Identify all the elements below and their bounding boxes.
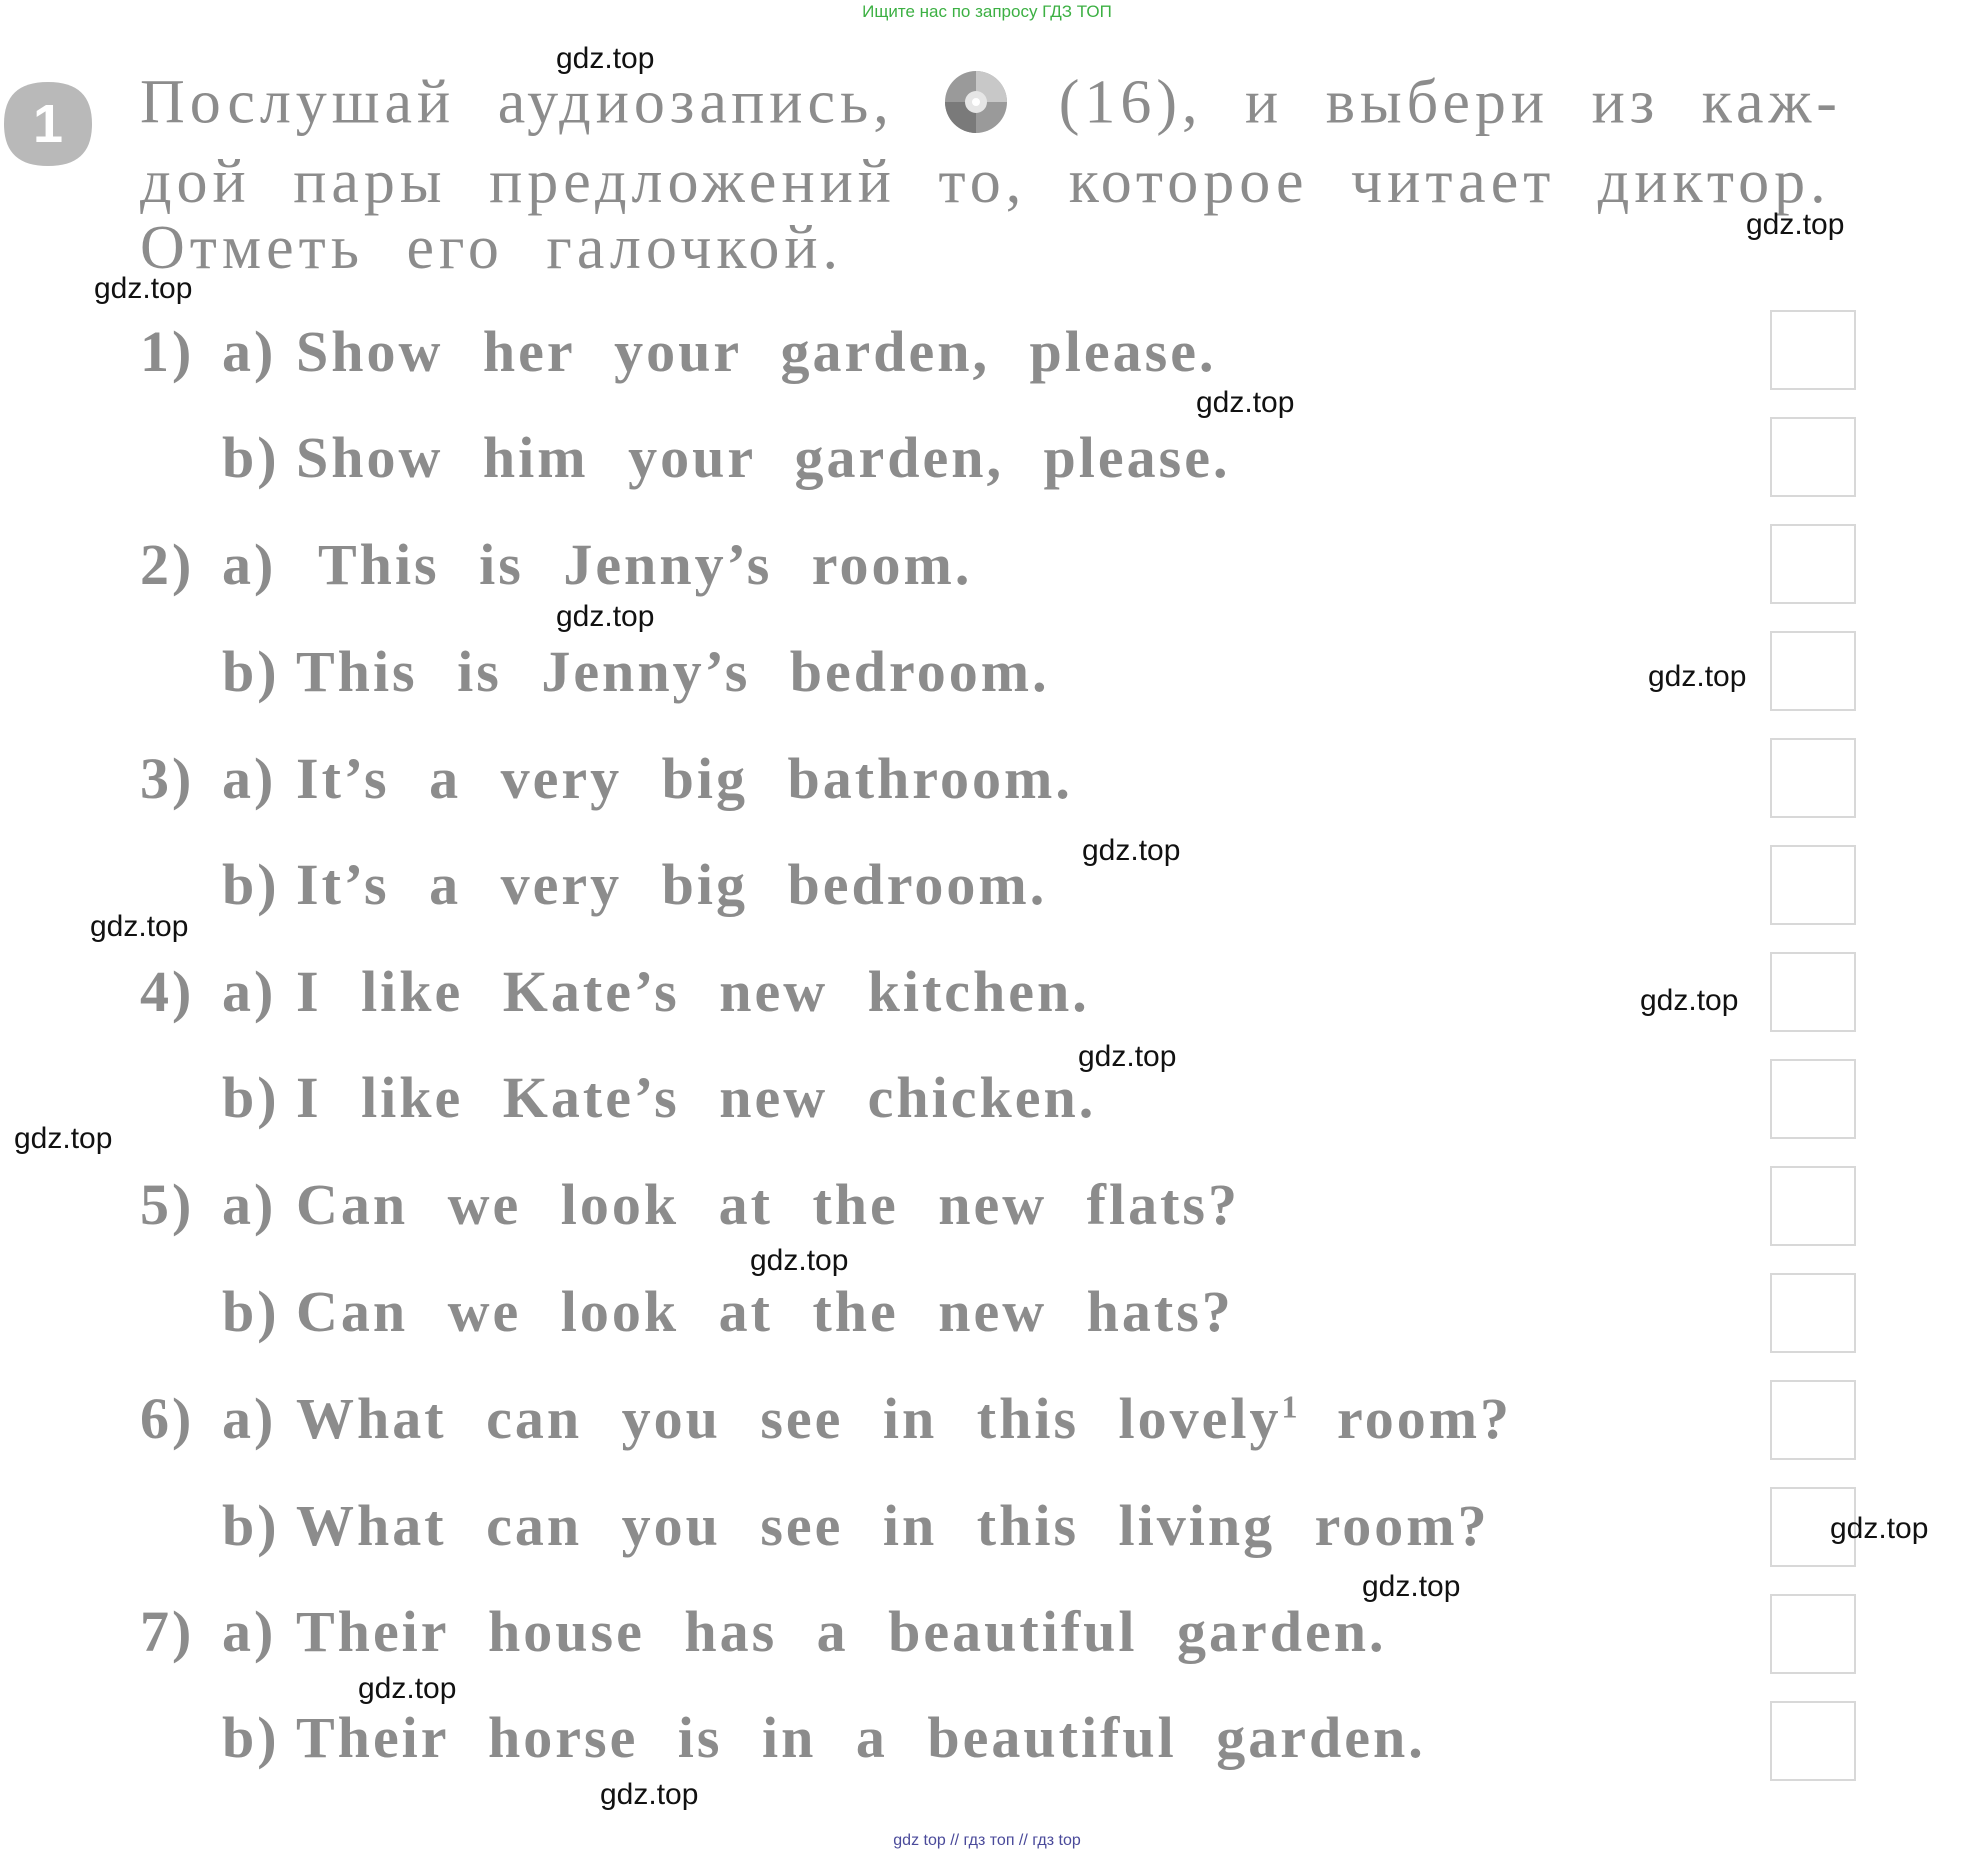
cd-disc-icon bbox=[942, 68, 1010, 149]
list-item bbox=[0, 1704, 1974, 1794]
watermark: gdz.top bbox=[556, 42, 655, 75]
item-number: 3) bbox=[140, 746, 195, 811]
list-item bbox=[0, 1492, 1974, 1582]
item-letter: a) bbox=[222, 319, 277, 384]
item-sentence: Show her your garden, please. bbox=[296, 319, 1217, 384]
answer-checkbox-5a[interactable] bbox=[1770, 1166, 1856, 1246]
task-number-badge-shape bbox=[0, 76, 96, 172]
list-item bbox=[0, 318, 1974, 408]
item-sentence bbox=[296, 1385, 1512, 1452]
task-number-badge bbox=[0, 76, 96, 172]
watermark: gdz.top bbox=[1746, 208, 1845, 241]
item-letter: b) bbox=[222, 425, 280, 490]
list-item bbox=[0, 851, 1974, 941]
answer-checkbox-3a[interactable] bbox=[1770, 738, 1856, 818]
item-sentence: I like Kate’s new kitchen. bbox=[296, 959, 1090, 1024]
instruction-text-1b: (16), и выбери из каж- bbox=[1058, 68, 1842, 137]
item-sentence-main: What can you see in this lovely bbox=[296, 1386, 1282, 1451]
item-number: 5) bbox=[140, 1172, 195, 1237]
instruction-text-1a: Послушай аудиозапись, bbox=[140, 68, 894, 137]
answer-checkbox-2b[interactable] bbox=[1770, 631, 1856, 711]
item-sentence: What can you see in this living room? bbox=[296, 1493, 1490, 1558]
list-item bbox=[0, 424, 1974, 514]
item-letter: b) bbox=[222, 852, 280, 917]
item-sentence: Can we look at the new hats? bbox=[296, 1279, 1234, 1344]
item-number: 4) bbox=[140, 959, 195, 1024]
instruction-line-3: Отметь его галочкой. bbox=[140, 214, 844, 282]
item-sentence: Their house has a beautiful garden. bbox=[296, 1599, 1387, 1664]
answer-checkbox-7b[interactable] bbox=[1770, 1701, 1856, 1781]
footnote-marker: 1 bbox=[1281, 1388, 1298, 1425]
list-item bbox=[0, 1598, 1974, 1688]
item-sentence: Can we look at the new flats? bbox=[296, 1172, 1240, 1237]
watermark: gdz.top bbox=[90, 910, 189, 943]
watermark: gdz.top bbox=[750, 1244, 849, 1277]
instruction-line-1 bbox=[140, 68, 1940, 149]
answer-checkbox-6a[interactable] bbox=[1770, 1380, 1856, 1460]
answer-checkbox-2a[interactable] bbox=[1770, 524, 1856, 604]
watermark: gdz.top bbox=[1196, 386, 1295, 419]
answer-checkbox-7a[interactable] bbox=[1770, 1594, 1856, 1674]
item-sentence: Their horse is in a beautiful garden. bbox=[296, 1705, 1426, 1770]
item-letter: a) bbox=[222, 1599, 277, 1664]
item-letter: b) bbox=[222, 1705, 280, 1770]
watermark: gdz.top bbox=[1078, 1040, 1177, 1073]
instruction-line-2: дой пары предложений то, которое читает диктор. bbox=[140, 148, 1831, 216]
list-item bbox=[0, 745, 1974, 835]
item-letter: b) bbox=[222, 639, 280, 704]
item-sentence: Show him your garden, please. bbox=[296, 425, 1231, 490]
item-letter: a) bbox=[222, 532, 277, 597]
watermark: gdz.top bbox=[358, 1672, 457, 1705]
answer-checkbox-3b[interactable] bbox=[1770, 845, 1856, 925]
item-letter: b) bbox=[222, 1065, 280, 1130]
item-number: 1) bbox=[140, 319, 195, 384]
answer-checkbox-1b[interactable] bbox=[1770, 417, 1856, 497]
answer-checkbox-4a[interactable] bbox=[1770, 952, 1856, 1032]
item-letter: a) bbox=[222, 959, 277, 1024]
watermark: gdz.top bbox=[14, 1122, 113, 1155]
answer-checkbox-1a[interactable] bbox=[1770, 310, 1856, 390]
top-banner[interactable]: Ищите нас по запросу ГДЗ ТОП bbox=[862, 2, 1112, 21]
item-number: 7) bbox=[140, 1599, 195, 1664]
item-letter: b) bbox=[222, 1493, 280, 1558]
item-number: 6) bbox=[140, 1386, 195, 1451]
instruction bbox=[140, 68, 1940, 281]
item-sentence-tail: room? bbox=[1297, 1386, 1513, 1451]
watermark: gdz.top bbox=[1082, 834, 1181, 867]
watermark: gdz.top bbox=[600, 1778, 699, 1811]
watermark: gdz.top bbox=[1362, 1570, 1461, 1603]
item-sentence: This is Jenny’s room. bbox=[318, 532, 973, 597]
item-number: 2) bbox=[140, 532, 195, 597]
answer-checkbox-4b[interactable] bbox=[1770, 1059, 1856, 1139]
watermark: gdz.top bbox=[1648, 660, 1747, 693]
bottom-banner[interactable]: gdz top // гдз топ // гдз top bbox=[893, 1832, 1081, 1849]
item-letter: a) bbox=[222, 746, 277, 811]
item-sentence: It’s a very big bedroom. bbox=[296, 852, 1048, 917]
watermark: gdz.top bbox=[556, 600, 655, 633]
item-letter: b) bbox=[222, 1279, 280, 1344]
list-item bbox=[0, 1064, 1974, 1154]
list-item bbox=[0, 1278, 1974, 1368]
item-letter: a) bbox=[222, 1172, 277, 1237]
item-letter: a) bbox=[222, 1386, 277, 1451]
item-sentence: This is Jenny’s bedroom. bbox=[296, 639, 1050, 704]
list-item bbox=[0, 1385, 1974, 1475]
watermark: gdz.top bbox=[1830, 1512, 1929, 1545]
watermark: gdz.top bbox=[1640, 984, 1739, 1017]
task-number: 1 bbox=[32, 94, 64, 154]
item-sentence: It’s a very big bathroom. bbox=[296, 746, 1073, 811]
list-item bbox=[0, 531, 1974, 621]
list-item bbox=[0, 1171, 1974, 1261]
item-sentence: I like Kate’s new chicken. bbox=[296, 1065, 1097, 1130]
watermark: gdz.top bbox=[94, 272, 193, 305]
answer-checkbox-5b[interactable] bbox=[1770, 1273, 1856, 1353]
